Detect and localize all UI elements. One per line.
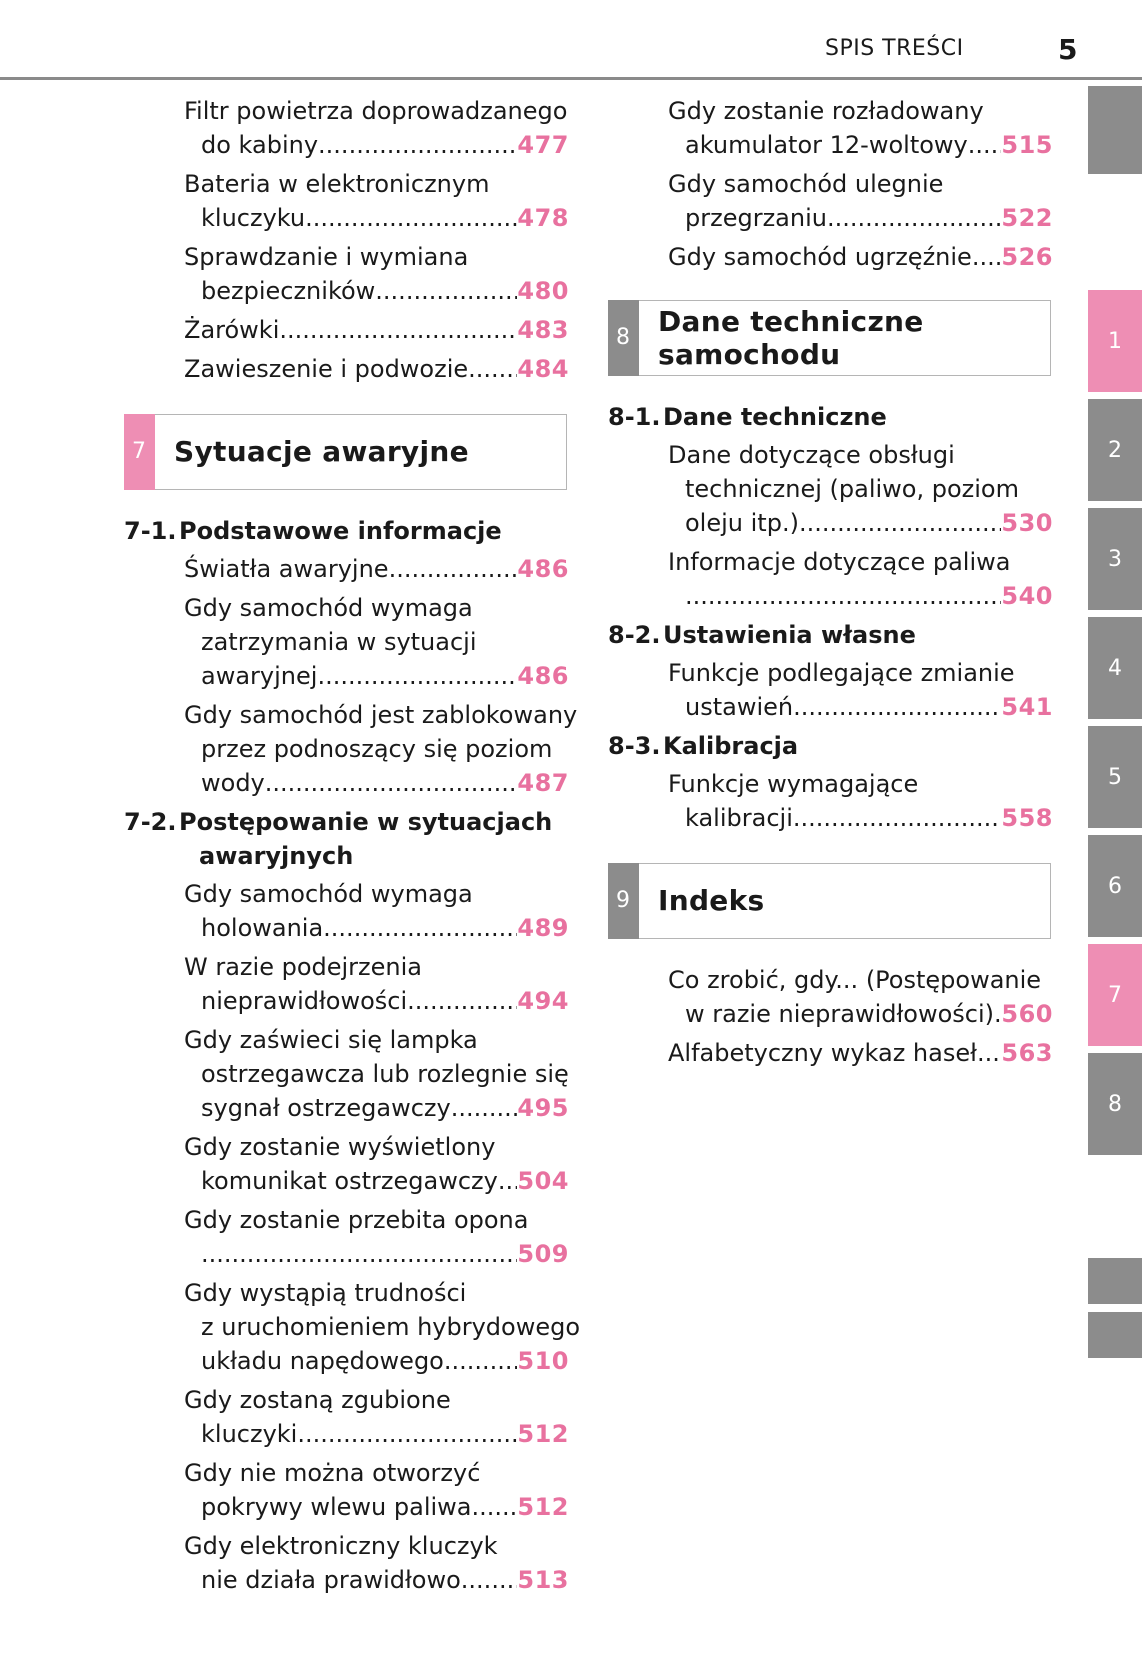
entry-title-line: Gdy zostanie rozładowany (668, 97, 984, 125)
entry-title-line: Filtr powietrza doprowadzanego (184, 97, 568, 125)
entry-title-line: Funkcje podlegające zmianie (668, 659, 1015, 687)
entry-title-line: holowania (201, 914, 324, 942)
toc-entry[interactable] (124, 313, 569, 347)
dot-leader (389, 552, 518, 586)
entry-page-link[interactable]: 513 (517, 1566, 569, 1594)
toc-entry[interactable] (124, 1276, 581, 1378)
dot-leader (472, 1490, 518, 1524)
toc-entry[interactable] (608, 240, 1053, 274)
entry-page-link[interactable]: 530 (1001, 509, 1053, 537)
dot-leader (994, 997, 1001, 1031)
entry-page-link[interactable]: 486 (517, 662, 569, 690)
thumb-tab-chapter-3[interactable]: 3 (1088, 508, 1142, 610)
thumb-tab-chapter-1[interactable]: 1 (1088, 290, 1142, 392)
toc-entry[interactable] (124, 1529, 569, 1597)
entry-title-line: Informacje dotyczące paliwa (668, 548, 1011, 576)
dot-leader (265, 766, 518, 800)
dot-leader (297, 1417, 517, 1451)
entry-page-link[interactable]: 522 (1001, 204, 1053, 232)
dot-leader (799, 506, 1001, 540)
entry-title-line: Gdy samochód ugrzęźnie (668, 243, 972, 271)
entry-page-link[interactable]: 526 (1001, 243, 1053, 271)
toc-entry[interactable] (124, 1456, 569, 1524)
entry-title-line: Alfabetyczny wykaz haseł (668, 1039, 977, 1067)
dot-leader (827, 201, 1001, 235)
entry-title-line: przez podnoszący się poziom (201, 735, 553, 763)
toc-entry[interactable] (124, 94, 569, 162)
entry-title-line: Sprawdzanie i wymiana (184, 243, 469, 271)
entry-page-link[interactable]: 563 (1001, 1039, 1053, 1067)
entry-title-line: akumulator 12-woltowy (685, 131, 968, 159)
chapter-number: 7 (124, 414, 155, 490)
toc-entry[interactable] (124, 1203, 569, 1271)
entry-page-link[interactable]: 512 (517, 1493, 569, 1521)
entry-title-line: Gdy zostanie wyświetlony (184, 1133, 496, 1161)
entry-title-line: Zawieszenie i podwozie (184, 355, 469, 383)
toc-entry[interactable] (608, 1036, 1053, 1070)
entry-title-line: W razie podejrzenia (184, 953, 422, 981)
toc-entry[interactable] (608, 767, 1053, 835)
chapter-heading-8[interactable] (608, 300, 1051, 376)
entry-page-link[interactable]: 489 (517, 914, 569, 942)
toc-entry[interactable] (124, 167, 569, 235)
subsection-number: 7-1. (124, 517, 177, 545)
entry-page-link[interactable]: 486 (517, 555, 569, 583)
thumb-tab-chapter-8[interactable]: 8 (1088, 1053, 1142, 1155)
entry-title-line: Żarówki (184, 316, 280, 344)
subsection-heading-8-1[interactable] (608, 400, 1053, 434)
toc-entry[interactable] (124, 877, 569, 945)
subsection-number: 8-3. (608, 732, 661, 760)
subsection-number: 7-2. (124, 808, 177, 836)
entry-page-link[interactable]: 494 (517, 987, 569, 1015)
dot-leader (375, 274, 517, 308)
entry-title-line: sygnał ostrzegawczy (201, 1094, 451, 1122)
toc-entry[interactable] (124, 352, 569, 386)
dot-leader (685, 579, 1001, 613)
toc-entry[interactable] (124, 1023, 569, 1125)
entry-title-line: kluczyki (201, 1420, 298, 1448)
subsection-title: Kalibracja (663, 732, 799, 760)
entry-title-line: Gdy zostaną zgubione (184, 1386, 451, 1414)
subsection-heading-8-2[interactable] (608, 618, 1053, 652)
entry-title-line: Gdy samochód wymaga (184, 594, 473, 622)
entry-page-link[interactable]: 483 (517, 316, 569, 344)
entry-title-line: bezpieczników (201, 277, 376, 305)
chapter-thumb-tabs (1088, 0, 1142, 1654)
entry-title-line: technicznej (paliwo, poziom (685, 475, 1019, 503)
toc-entry[interactable] (124, 698, 578, 800)
subsection-heading-7-1[interactable] (124, 514, 569, 548)
entry-title-line: Gdy samochód wymaga (184, 880, 473, 908)
entry-title-line: z uruchomieniem hybrydowego (201, 1313, 581, 1341)
entry-page-link[interactable]: 504 (517, 1167, 569, 1195)
entry-title-line: zatrzymania w sytuacji (201, 628, 477, 656)
entry-title-line: ostrzegawcza lub rozlegnie się (201, 1060, 569, 1088)
entry-page-link[interactable]: 495 (517, 1094, 569, 1122)
running-header-title: SPIS TREŚCI (825, 36, 964, 61)
subsection-heading-7-2[interactable] (124, 805, 569, 873)
chapter-number: 9 (608, 863, 639, 939)
entry-page-link[interactable]: 487 (517, 769, 569, 797)
toc-entry[interactable] (608, 167, 1053, 235)
entry-page-link[interactable]: 484 (517, 355, 569, 383)
thumb-tab-chapter-4[interactable]: 4 (1088, 617, 1142, 719)
dot-leader (444, 1344, 518, 1378)
entry-page-link[interactable]: 515 (1001, 131, 1053, 159)
subsection-heading-8-3[interactable] (608, 729, 1053, 763)
dot-leader (972, 240, 1002, 274)
entry-title-line: kalibracji (685, 804, 793, 832)
entry-title-line: kluczyku (201, 204, 306, 232)
entry-title-line: układu napędowego (201, 1347, 444, 1375)
entry-title-line: nie działa prawidłowo (201, 1566, 461, 1594)
dot-leader (279, 313, 517, 347)
entry-title-line: oleju itp.) (685, 509, 799, 537)
entry-page-link[interactable]: 540 (1001, 582, 1053, 610)
entry-title-line: Gdy wystąpią trudności (184, 1279, 467, 1307)
subsection-title: awaryjnych (199, 842, 354, 870)
dot-leader (977, 1036, 1001, 1070)
entry-title-line: Gdy zaświeci się lampka (184, 1026, 478, 1054)
thumb-tab-blank (1088, 1312, 1142, 1358)
chapter-heading-7[interactable] (124, 414, 567, 490)
dot-leader (968, 128, 1002, 162)
entry-title-line: wody (201, 769, 265, 797)
chapter-title: Indeks (658, 884, 765, 917)
entry-title-line: Co zrobić, gdy... (Postępowanie (668, 966, 1042, 994)
entry-title-line: w razie nieprawidłowości) (685, 1000, 995, 1028)
thumb-tab-blank (1088, 86, 1142, 174)
thumb-tab-chapter-2[interactable]: 2 (1088, 399, 1142, 501)
thumb-tab-chapter-7[interactable]: 7 (1088, 944, 1142, 1046)
entry-page-link[interactable]: 480 (517, 277, 569, 305)
toc-entry[interactable] (608, 438, 1053, 540)
subsection-number: 8-2. (608, 621, 661, 649)
entry-page-link[interactable]: 541 (1001, 693, 1053, 721)
dot-leader (305, 201, 517, 235)
entry-title-line: Gdy samochód jest zablokowany (184, 701, 578, 729)
subsection-title: Dane techniczne (663, 403, 887, 431)
chapter-heading-9[interactable] (608, 863, 1051, 939)
entry-page-link[interactable]: 560 (1001, 1000, 1053, 1028)
dot-leader (201, 1237, 517, 1271)
entry-page-link[interactable]: 510 (517, 1347, 569, 1375)
dot-leader (318, 128, 517, 162)
chapter-number: 8 (608, 300, 639, 376)
subsection-number: 8-1. (608, 403, 661, 431)
page-number: 5 (1058, 33, 1078, 66)
dot-leader (323, 911, 517, 945)
toc-entry[interactable] (608, 656, 1053, 724)
entry-title-line: ustawień (685, 693, 794, 721)
entry-title-line: komunikat ostrzegawczy (201, 1167, 498, 1195)
entry-title-line: awaryjnej (201, 662, 318, 690)
entry-title-line: Gdy nie można otworzyć (184, 1459, 481, 1487)
chapter-title: Sytuacje awaryjne (174, 435, 469, 468)
subsection-title: Podstawowe informacje (179, 517, 502, 545)
toc-right-column (608, 94, 1053, 1075)
dot-leader (317, 659, 517, 693)
thumb-tab-blank (1088, 1258, 1142, 1304)
entry-title-line: do kabiny (201, 131, 319, 159)
subsection-title: Ustawienia własne (663, 621, 916, 649)
dot-leader (468, 352, 517, 386)
dot-leader (498, 1164, 518, 1198)
entry-title-line: Dane dotyczące obsługi (668, 441, 955, 469)
dot-leader (793, 690, 1001, 724)
entry-title-line: przegrzaniu (685, 204, 827, 232)
entry-title-line: Bateria w elektronicznym (184, 170, 490, 198)
entry-title-line: Funkcje wymagające (668, 770, 919, 798)
entry-page-link[interactable]: 509 (517, 1240, 569, 1268)
entry-title-line: Gdy samochód ulegnie (668, 170, 944, 198)
entry-title-line: Gdy elektroniczny kluczyk (184, 1532, 498, 1560)
dot-leader (793, 801, 1002, 835)
entry-page-link[interactable]: 512 (517, 1420, 569, 1448)
toc-entry[interactable] (124, 950, 569, 1018)
toc-entry[interactable] (124, 240, 569, 308)
chapter-title: Dane techniczne samochodu (658, 304, 924, 371)
toc-entry[interactable] (124, 552, 569, 586)
dot-leader (407, 984, 517, 1018)
entry-title-line: pokrywy wlewu paliwa (201, 1493, 472, 1521)
header-divider (0, 77, 1142, 80)
entry-page-link[interactable]: 477 (517, 131, 569, 159)
entry-title-line: nieprawidłowości (201, 987, 408, 1015)
toc-entry[interactable] (124, 591, 569, 693)
entry-page-link[interactable]: 478 (517, 204, 569, 232)
subsection-title: Postępowanie w sytuacjach (179, 808, 553, 836)
dot-leader (461, 1563, 518, 1597)
toc-entry[interactable] (124, 1383, 569, 1451)
toc-entry[interactable] (124, 1130, 569, 1198)
entry-title-line: Światła awaryjne (184, 555, 389, 583)
entry-title-line: Gdy zostanie przebita opona (184, 1206, 529, 1234)
entry-page-link[interactable]: 558 (1001, 804, 1053, 832)
toc-entry[interactable] (608, 545, 1053, 613)
dot-leader (451, 1091, 518, 1125)
thumb-tab-chapter-5[interactable]: 5 (1088, 726, 1142, 828)
toc-entry[interactable] (608, 963, 1053, 1031)
thumb-tab-chapter-6[interactable]: 6 (1088, 835, 1142, 937)
toc-left-column (124, 94, 581, 1602)
toc-entry[interactable] (608, 94, 1053, 162)
